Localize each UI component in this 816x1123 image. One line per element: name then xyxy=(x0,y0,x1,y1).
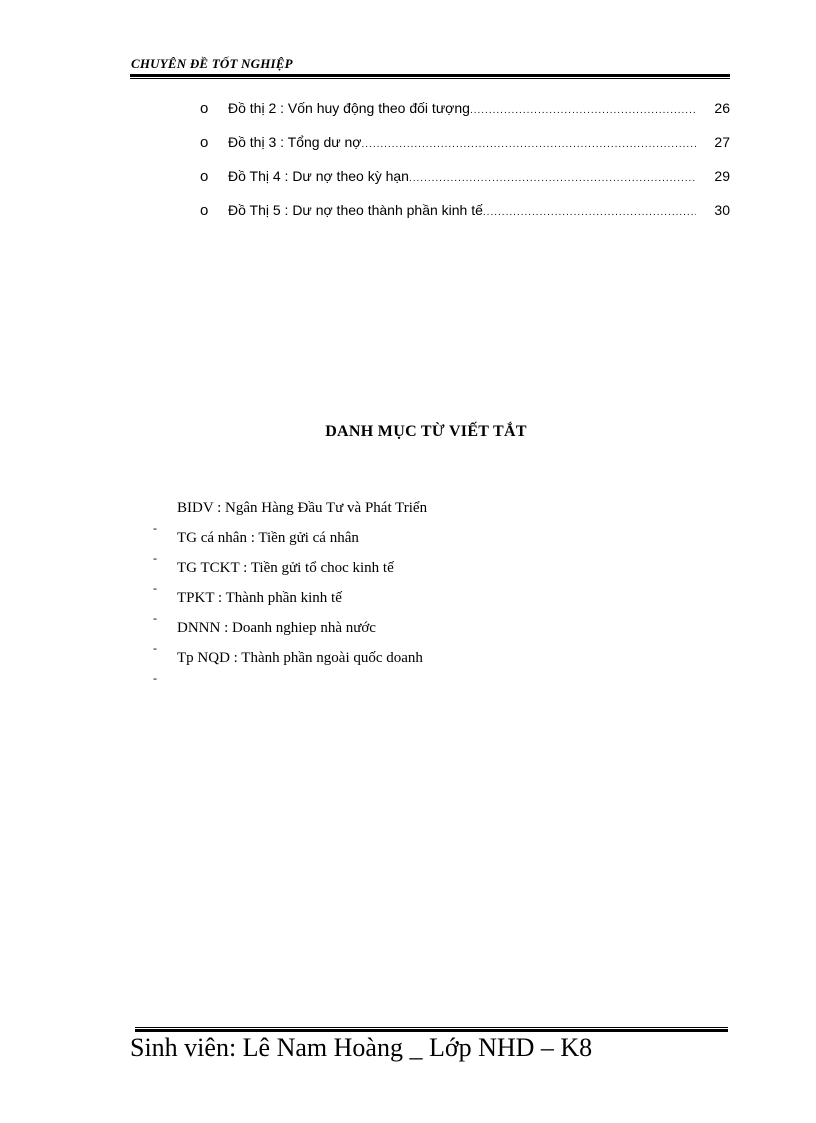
abbreviation-text: BIDV : Ngân Hàng Đầu Tư và Phát Triển xyxy=(177,500,428,516)
toc-entry xyxy=(200,168,730,202)
table-of-contents xyxy=(200,100,730,236)
dot-leader xyxy=(483,207,696,218)
dash-glyph: - xyxy=(153,521,157,535)
abbreviation-text: Tp NQD : Thành phần ngoài quốc doanh xyxy=(177,650,423,666)
abbreviation-text: DNNN : Doanh nghiep nhà nước xyxy=(177,620,376,636)
toc-entry xyxy=(200,134,730,168)
list-item xyxy=(153,530,427,565)
abbreviation-list xyxy=(153,500,428,685)
toc-entry-label: Đồ Thị 4 : Dư nợ theo kỳ hạn xyxy=(228,168,409,184)
bullet-icon: o xyxy=(200,168,209,185)
dot-leader xyxy=(361,139,696,150)
abbreviation-text: TPKT : Thành phần kinh tế xyxy=(177,590,342,606)
dash-glyph: - xyxy=(153,581,157,595)
dash-glyph: - xyxy=(153,641,157,655)
toc-entry xyxy=(200,100,730,134)
toc-entry-page: 30 xyxy=(714,202,730,218)
footer-divider xyxy=(135,1027,728,1032)
list-item xyxy=(153,620,427,655)
dot-leader xyxy=(470,105,696,116)
toc-entry-page: 29 xyxy=(714,168,730,184)
page-footer: Sinh viên: Lê Nam Hoàng _ Lớp NHD – K8 xyxy=(130,1033,593,1062)
toc-entry-label: Đồ thị 3 : Tổng dư nợ xyxy=(228,134,362,150)
list-item xyxy=(153,590,427,625)
dot-leader xyxy=(409,173,696,184)
bullet-icon: o xyxy=(200,134,209,151)
bullet-icon: o xyxy=(200,100,209,117)
list-item xyxy=(153,560,427,595)
bullet-icon: o xyxy=(200,202,209,219)
abbreviation-text: TG cá nhân : Tiền gửi cá nhân xyxy=(177,530,359,546)
toc-entry-page: 26 xyxy=(714,100,730,116)
toc-entry-label: Đồ thị 2 : Vốn huy động theo đối tượng xyxy=(228,100,470,116)
toc-entry-page: 27 xyxy=(714,134,730,150)
dash-glyph: - xyxy=(153,671,157,685)
list-item xyxy=(153,500,428,535)
dash-glyph: - xyxy=(153,611,157,625)
list-item xyxy=(153,650,427,685)
page-header-title: CHUYÊN ĐỀ TỐT NGHIỆP xyxy=(131,56,293,71)
abbreviations-heading: DANH MỤC TỪ VIẾT TẮT xyxy=(325,423,527,440)
dash-glyph: - xyxy=(153,551,157,565)
toc-entry-label: Đồ Thị 5 : Dư nợ theo thành phần kinh tế xyxy=(228,202,483,218)
header-divider xyxy=(130,74,730,79)
abbreviation-text: TG TCKT : Tiền gửi tổ choc kinh tế xyxy=(177,560,394,576)
toc-entry xyxy=(200,202,730,236)
